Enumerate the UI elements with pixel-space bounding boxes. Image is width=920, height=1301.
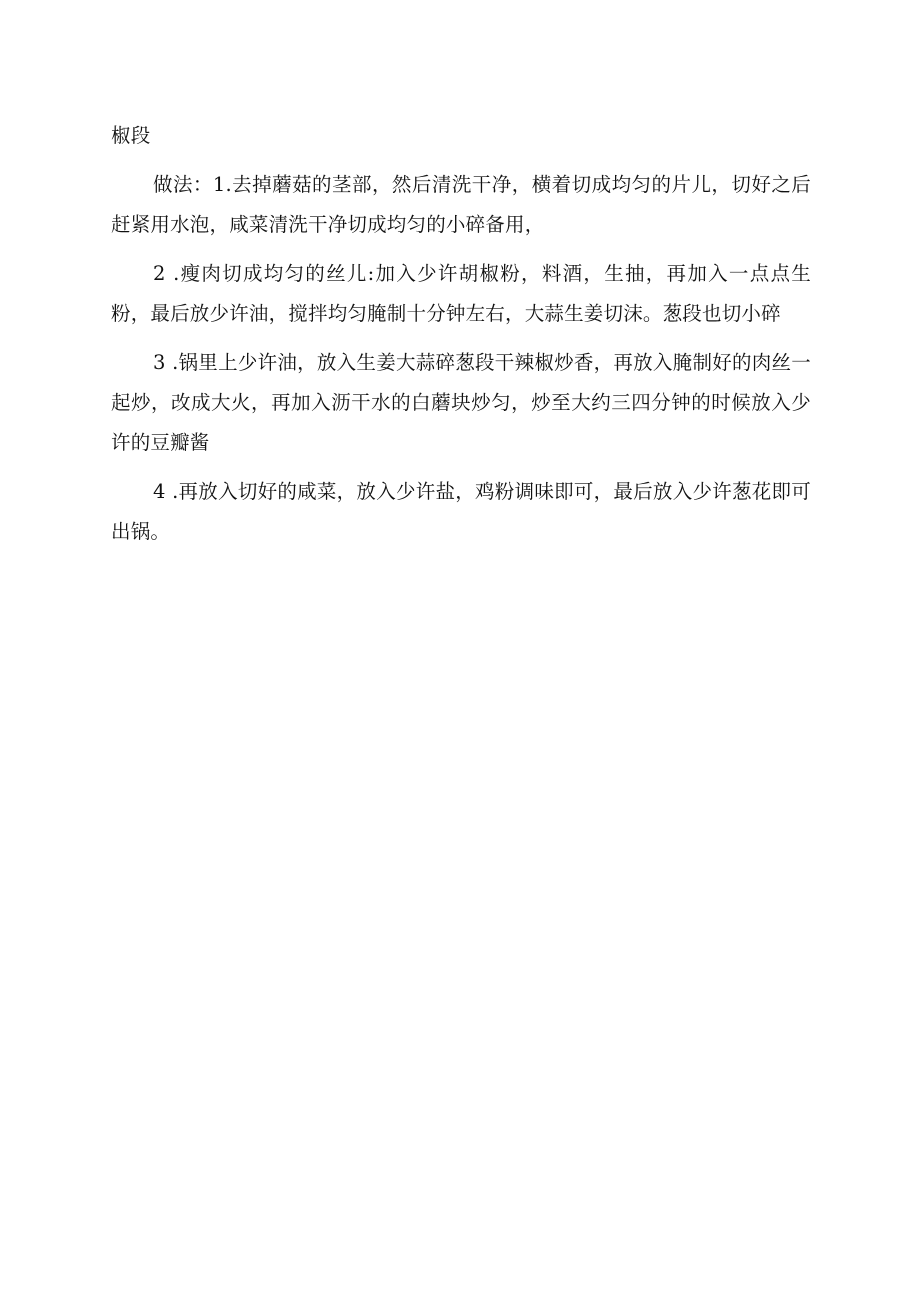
paragraph-step-3: 3 .锅里上少许油，放入生姜大蒜碎葱段干辣椒炒香，再放入腌制好的肉丝一起炒，改成大火，再加入沥干水的白蘑块炒匀，炒至大约三四分钟的时候放入少许的豆瓣酱 bbox=[111, 351, 811, 454]
paragraph-step-4: 4 .再放入切好的咸菜，放入少许盐，鸡粉调味即可，最后放入少许葱花即可出锅。 bbox=[111, 480, 811, 543]
paragraph-continuation: 椒段 bbox=[111, 124, 151, 147]
document-page bbox=[111, 116, 811, 561]
paragraph-step-2: 2 .瘦肉切成均匀的丝儿:加入少许胡椒粉，料酒，生抽，再加入一点点生粉，最后放少许油，搅拌均匀腌制十分钟左右，大蒜生姜切沫。葱段也切小碎 bbox=[111, 262, 811, 325]
paragraph-method-step-1: 做法：1.去掉蘑菇的茎部，然后清洗干净，横着切成均匀的片儿，切好之后赶紧用水泡，咸菜清洗干净切成均匀的小碎备用， bbox=[111, 173, 811, 236]
